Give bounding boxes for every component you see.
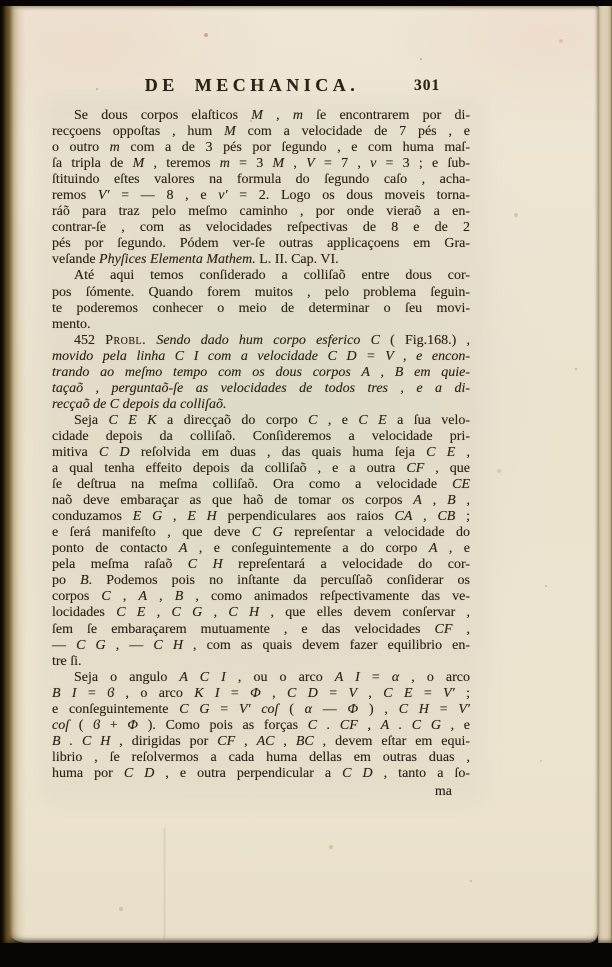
text-line: pos ſómente. Quando forem muitos , pelo problema ſeguin- xyxy=(52,284,470,300)
paragraph xyxy=(52,108,470,268)
text-line: remos V′ = — 8 , e v′ = 2. Logo os dous moveis torna- xyxy=(52,188,471,204)
text-line: Até aqui temos conſiderado a colliſaõ entre dous cor- xyxy=(74,268,470,284)
text-line: a qual tenha effeito depois da colliſaõ , e a outra CF , que xyxy=(52,461,471,477)
text-line: pela meſma raſaõ C H repreſentará a velocidade do cor- xyxy=(52,557,470,573)
text-line: corpos C , A , B , como animados reſpectivamente das ve- xyxy=(52,589,471,605)
text-line: Se dous corpos elaſticos M , m ſe encontrarem por di- xyxy=(74,108,471,123)
text-line: ſe deſtrua na meſma colliſaõ. Ora como a velocidade CE xyxy=(52,477,470,493)
text-line: taçaõ , perguntaõ-ſe as velocidades de todos tres , e a di- xyxy=(52,380,470,396)
paragraph xyxy=(52,413,470,670)
text-block xyxy=(52,108,470,782)
page-stack-edge xyxy=(598,6,612,943)
text-line: mento. xyxy=(52,316,91,332)
catchword: ma xyxy=(434,784,452,799)
text-line: cidade depois da colliſaõ. Conſideremos a velocidade pri- xyxy=(52,428,470,444)
text-line: B I = ϐ , o arco K I = Φ , C D = V , C E = V′ ; xyxy=(52,685,470,701)
text-line: mitiva C D reſolvida em duas , das quais huma ſeja C E , xyxy=(52,444,470,460)
paragraph xyxy=(52,268,470,332)
text-line: Seja C E K a direcçaõ do corpo C , e C E a ſua velo- xyxy=(74,412,471,428)
text-line: — C G , — C H , com as quais devem fazer equilibrio en- xyxy=(52,637,471,653)
paragraph xyxy=(52,670,470,782)
text-line: B . C H , dirigidas por CF , AC , BC , devem eſtar em equi- xyxy=(52,733,471,749)
scan-top-bar xyxy=(0,0,612,6)
text-line: recçaõ de C depois da colliſaõ. xyxy=(52,396,227,412)
text-line: librio , ſe reſolvermos a cada huma dellas em outras duas , xyxy=(52,749,470,765)
paper-crease xyxy=(164,828,165,940)
text-line: ſem ſe embaraçarem mutuamente , e das velocidades CF , xyxy=(52,621,470,637)
text-line: po B. Podemos pois no inſtante da percuſſaõ conſiderar os xyxy=(52,573,471,589)
scan-bottom-bar xyxy=(0,943,612,967)
text-line: Seja o angulo A C I , ou o arco A I = α , o arco xyxy=(74,669,470,685)
binding-gutter-shadow xyxy=(0,0,26,967)
text-line: coſ ( ϐ + Φ ). Como pois as forças C . CF , A . C G , e xyxy=(52,717,471,733)
text-line: movido pela linha C I com a velocidade C D = V , e encon- xyxy=(52,348,470,364)
text-line: huma por C D , e outra perpendicular a C D , tanto a ſo- xyxy=(52,765,470,781)
text-line: conduzamos E G , E H perpendiculares aos raios CA , CB ; xyxy=(52,509,471,525)
text-line: veſande Phyſices Elementa Mathem. L. II. Cap. VI. xyxy=(52,252,339,268)
text-line: te poderemos conhecer o meio de determinar o ſeu movi- xyxy=(52,300,470,316)
text-line: ſtituindo eſtes valores na formula do ſegundo caſo , acha- xyxy=(52,172,470,188)
text-line: ponto de contacto A , e conſeguintemente a do corpo A , e xyxy=(52,541,471,557)
text-line: contrar-ſe , com as velocidades reſpectivas de 8 e de 2 xyxy=(52,220,470,236)
text-line: e conſeguintemente C G = V′ coſ ( α — Φ ) , C H = V′ xyxy=(52,701,470,717)
paragraph xyxy=(52,333,470,413)
text-line: locidades C E , C G , C H , que elles devem conſervar , xyxy=(52,605,471,621)
text-line: ſa tripla de M , teremos m = 3 M , V = 7 , v = 3 ; e ſub- xyxy=(52,156,471,172)
text-line: pés por ſegundo. Pódem ver-ſe outras applicaçoens em Gra- xyxy=(52,236,470,252)
text-line: e ſerá manifeſto , que deve C G repreſentar a velocidade do xyxy=(52,525,471,541)
text-line: recçoens oppoſtas , hum M com a velocidade de 7 pés , e xyxy=(52,124,470,140)
running-head-title: DE MECHANICA. xyxy=(144,75,360,95)
text-line: o outro m com a de 3 pés por ſegundo , e com huma maſ- xyxy=(52,140,470,156)
text-line: trando ao meſmo tempo com os dous corpos A , B em quie- xyxy=(52,364,470,380)
text-line: tre ſi. xyxy=(52,653,82,669)
text-line: 452 Probl. Sendo dado hum corpo esferico C ( Fig.168.) , xyxy=(74,332,470,348)
text-line: naõ deve embaraçar as que haõ de tomar os corpos A , B , xyxy=(52,493,471,509)
page-number: 301 xyxy=(414,77,441,94)
text-line: ráõ para traz pelo meſmo caminho , por onde vieraõ a en- xyxy=(52,204,470,220)
